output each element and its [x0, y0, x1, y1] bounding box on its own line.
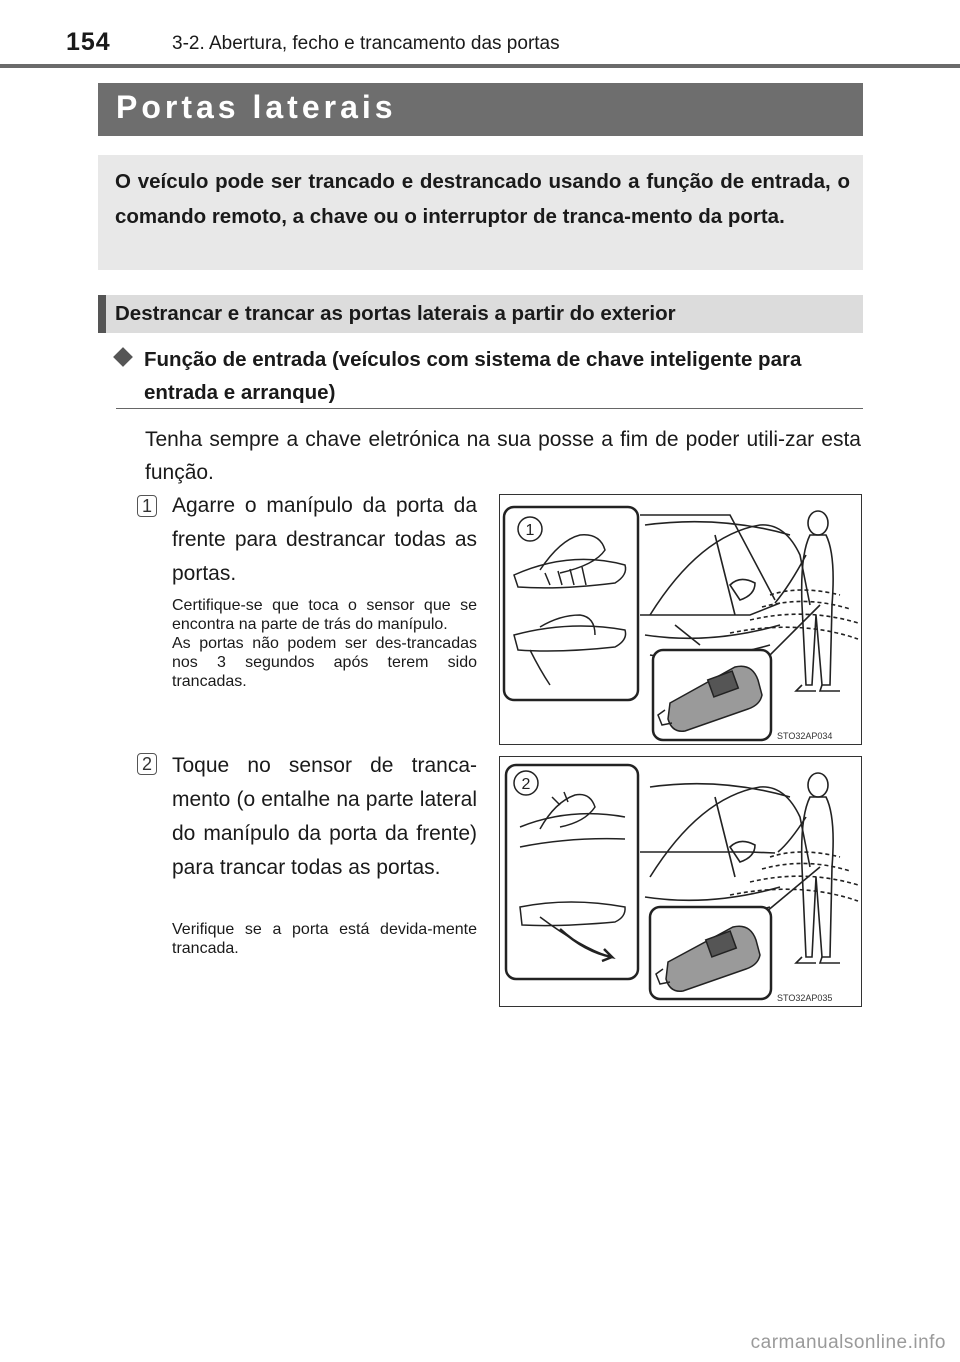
figure-lock: [499, 756, 862, 1007]
subsection-accent: [98, 295, 106, 333]
figure-unlock: [499, 494, 862, 745]
figure-2-callout: 2: [521, 776, 531, 793]
subsection-header: [98, 295, 863, 333]
feature-body: Tenha sempre a chave eletrónica na sua posse a fim de poder utili-zar esta função.: [145, 428, 861, 484]
unlock-illustration: [500, 495, 862, 745]
step-1-badge: 1: [137, 495, 157, 517]
figure-1-callout: 1: [525, 522, 535, 539]
page-title: Portas laterais: [116, 89, 397, 125]
lock-illustration: [500, 757, 862, 1007]
figure-1-code: STO32AP034: [777, 731, 833, 741]
title-banner: [98, 83, 863, 136]
step-1-title: Agarre o manípulo da porta da frente para destrancar todas as portas.: [172, 494, 477, 585]
figure-2-code: STO32AP035: [777, 993, 833, 1003]
intro-text: O veículo pode ser trancado e destrancado usando a função de entrada, o comando remoto, a chave ou o interruptor de tranca-mento da porta.: [115, 170, 850, 228]
step-2-note-1: Verifique se a porta está devida-mente trancada.: [172, 921, 477, 957]
diamond-bullet-icon: [113, 347, 133, 367]
step-1-note-1: Certifique-se que toca o sensor que se encontra na parte de trás do manípulo.: [172, 597, 477, 633]
step-2-badge: 2: [137, 753, 157, 775]
step-2-notes: [172, 920, 477, 958]
step-2-title: Toque no sensor de tranca-mento (o entalhe na parte lateral do manípulo da porta da frente) para trancar todas as portas.: [172, 754, 477, 879]
subsection-title: Destrancar e trancar as portas laterais a partir do exterior: [115, 302, 676, 325]
step-1-notes: [172, 596, 477, 691]
page-number: 154: [66, 28, 111, 56]
step-1-note-2: As portas não podem ser des-trancadas nos 3 segundos após terem sido trancadas.: [172, 635, 477, 690]
section-title: 3-2. Abertura, fecho e trancamento das portas: [172, 33, 560, 54]
page-header: [0, 0, 960, 70]
feature-divider: [116, 408, 863, 409]
header-divider: [0, 64, 960, 68]
intro-box: [98, 155, 863, 270]
watermark: carmanualsonline.info: [750, 1332, 946, 1353]
feature-heading-text: Função de entrada (veículos com sistema de chave inteligente para entrada e arranque): [144, 348, 802, 404]
